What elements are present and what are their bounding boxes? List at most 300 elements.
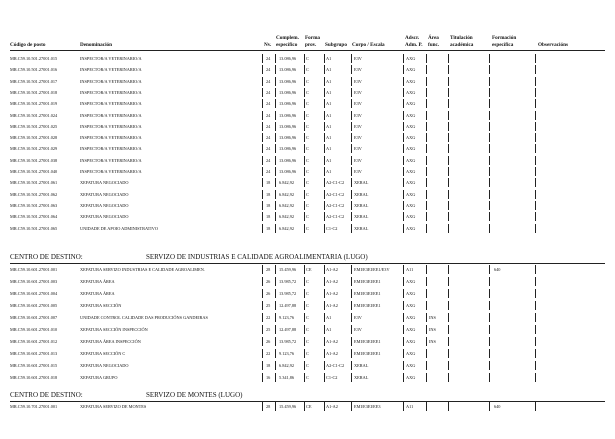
cell-adscripcion: AXG xyxy=(406,180,416,186)
column-divider xyxy=(262,201,263,210)
cell-denominacion: INSPECTOR/A VETERINARIO/A xyxy=(80,78,142,84)
cell-corpo: EMI/E3EI/EE1/E3V xyxy=(354,267,390,272)
column-divider xyxy=(426,54,427,63)
column-divider xyxy=(275,361,276,370)
table-row xyxy=(0,87,615,98)
cell-nivel: 24 xyxy=(266,123,271,129)
column-divider xyxy=(275,178,276,187)
column-divider xyxy=(262,77,263,86)
column-divider xyxy=(426,201,427,210)
column-divider xyxy=(351,178,352,187)
column-divider xyxy=(403,402,404,411)
column-divider xyxy=(304,337,305,346)
cell-corpo: E3V xyxy=(354,135,362,141)
column-divider xyxy=(489,65,490,74)
table-row xyxy=(0,76,615,87)
column-divider xyxy=(403,201,404,210)
cell-complemento: 5.341,86 xyxy=(279,375,295,380)
column-divider xyxy=(351,402,352,411)
column-divider xyxy=(275,224,276,233)
header-area-1: Área xyxy=(428,35,439,41)
cell-denominacion: XEFATURA NEGOCIADO xyxy=(80,180,129,186)
column-divider xyxy=(324,167,325,176)
cell-complemento: 6.842,92 xyxy=(279,363,295,368)
header-titulacion-1: Titulación xyxy=(450,35,473,41)
cell-denominacion: INSPECTOR/A VETERINARIO/A xyxy=(80,67,142,73)
column-divider xyxy=(304,212,305,221)
table-row xyxy=(0,223,615,234)
column-divider xyxy=(262,111,263,120)
cell-nivel: 28 xyxy=(266,267,271,272)
cell-subgrupo: A1 xyxy=(326,56,332,61)
table-row xyxy=(0,211,615,222)
cell-code: MR.C59.10.501.27001.016 xyxy=(10,67,58,73)
column-divider xyxy=(535,201,536,210)
cell-denominacion: INSPECTOR/A VETERINARIO/A xyxy=(80,146,142,152)
cell-area: INS xyxy=(429,315,436,320)
cell-complemento: 13.086,96 xyxy=(279,169,297,174)
cell-adscripcion: A11 xyxy=(406,404,414,409)
cell-denominacion: XEFATURA SECCIÓN C xyxy=(80,351,126,356)
cell-forma-provision: CE xyxy=(306,267,312,272)
column-divider xyxy=(489,133,490,142)
column-divider xyxy=(304,54,305,63)
column-divider xyxy=(275,337,276,346)
cell-complemento: 12.497,88 xyxy=(279,327,297,332)
column-divider xyxy=(351,133,352,142)
cell-denominacion: XEFATURA SECCIÓN xyxy=(80,303,122,308)
cell-complemento: 13.086,96 xyxy=(279,101,297,107)
column-divider xyxy=(535,289,536,298)
cell-nivel: 26 xyxy=(266,291,271,296)
column-divider xyxy=(324,65,325,74)
cell-corpo: E3V xyxy=(354,101,362,107)
cell-nivel: 24 xyxy=(266,101,271,107)
cell-adscripcion: AXG xyxy=(406,339,416,344)
column-divider xyxy=(489,224,490,233)
cell-adscripcion: AXG xyxy=(406,202,416,208)
cell-forma-provision: C xyxy=(306,191,309,197)
cell-subgrupo: A2-C1-C2 xyxy=(326,214,345,220)
cell-adscripcion: AXG xyxy=(406,169,416,174)
column-divider xyxy=(426,224,427,233)
column-divider xyxy=(448,144,449,153)
cell-adscripcion: AXG xyxy=(406,78,416,84)
column-divider xyxy=(535,277,536,286)
cell-nivel: 24 xyxy=(266,56,271,61)
column-divider xyxy=(262,99,263,108)
cell-adscripcion: AXG xyxy=(406,279,416,284)
column-divider xyxy=(275,167,276,176)
column-divider xyxy=(324,156,325,165)
column-divider xyxy=(324,212,325,221)
cell-nivel: 18 xyxy=(266,202,271,208)
column-divider xyxy=(448,277,449,286)
column-divider xyxy=(403,337,404,346)
column-divider xyxy=(275,212,276,221)
header-denominacion: Denominación xyxy=(80,42,112,48)
header-codigo: Código de posto xyxy=(10,42,46,48)
column-divider xyxy=(448,373,449,382)
cell-nivel: 25 xyxy=(266,327,271,332)
column-divider xyxy=(262,349,263,358)
cell-denominacion: XEFATURA ÁREA xyxy=(80,279,115,284)
cell-corpo: E3V xyxy=(354,157,362,163)
cell-code: MR.C59.10.601.27001.015 xyxy=(10,363,58,368)
column-divider xyxy=(403,349,404,358)
column-divider xyxy=(324,301,325,310)
cell-complemento: 13.086,96 xyxy=(279,56,297,61)
cell-corpo: EMI/E3EI/EE1 xyxy=(354,291,381,296)
cell-nivel: 24 xyxy=(266,89,271,95)
header-forma-2: prov. xyxy=(305,42,317,48)
column-divider xyxy=(351,54,352,63)
column-divider xyxy=(448,99,449,108)
column-divider xyxy=(489,301,490,310)
cell-corpo: EMI/E3EI/EE1 xyxy=(354,303,381,308)
column-divider xyxy=(535,313,536,322)
cell-denominacion: INSPECTOR/A VETERINARIO/A xyxy=(80,101,142,107)
column-divider xyxy=(426,190,427,199)
column-divider xyxy=(262,361,263,370)
column-divider xyxy=(275,201,276,210)
column-divider xyxy=(403,65,404,74)
table-row xyxy=(0,401,615,412)
cell-forma-provision: C xyxy=(306,375,309,380)
cell-nivel: 28 xyxy=(266,404,271,409)
column-divider xyxy=(448,65,449,74)
column-divider xyxy=(351,337,352,346)
column-divider xyxy=(324,99,325,108)
column-divider xyxy=(489,212,490,221)
column-divider xyxy=(351,77,352,86)
column-divider xyxy=(426,88,427,97)
column-divider xyxy=(351,325,352,334)
cell-code: MR.C59.10.601.27001.010 xyxy=(10,327,58,332)
header-adscr-2: Adm. P. xyxy=(405,42,423,48)
cell-forma-provision: C xyxy=(306,89,309,95)
column-divider xyxy=(535,167,536,176)
cell-subgrupo: A1 xyxy=(326,327,332,332)
cell-denominacion: INSPECTOR/A VETERINARIO/A xyxy=(80,89,142,95)
column-divider xyxy=(275,144,276,153)
table-row xyxy=(0,64,615,75)
column-divider xyxy=(324,224,325,233)
cell-adscripcion: AXG xyxy=(406,146,416,152)
cell-denominacion: XEFATURA NEGOCIADO xyxy=(80,191,129,197)
column-divider xyxy=(403,190,404,199)
column-divider xyxy=(535,224,536,233)
cell-complemento: 9.123,76 xyxy=(279,351,295,356)
cell-nivel: 24 xyxy=(266,157,271,163)
column-divider xyxy=(489,265,490,274)
column-divider xyxy=(275,325,276,334)
header-adscr-1: Adscr. xyxy=(405,35,420,41)
cell-forma-provision: C xyxy=(306,363,309,368)
cell-nivel: 24 xyxy=(266,67,271,73)
column-divider xyxy=(489,325,490,334)
cell-complemento: 15.459,96 xyxy=(279,267,297,272)
column-divider xyxy=(324,325,325,334)
cell-forma-provision: C xyxy=(306,78,309,84)
column-divider xyxy=(262,88,263,97)
column-divider xyxy=(304,156,305,165)
column-divider xyxy=(426,167,427,176)
cell-forma-provision: C xyxy=(306,67,309,73)
column-divider xyxy=(535,402,536,411)
column-divider xyxy=(535,190,536,199)
cell-nivel: 22 xyxy=(266,351,271,356)
column-divider xyxy=(448,313,449,322)
cell-adscripcion: AXG xyxy=(406,291,416,296)
table-row xyxy=(0,177,615,188)
cell-formacion: 640 xyxy=(494,267,501,272)
cell-subgrupo: A1-A2 xyxy=(326,279,338,284)
column-divider xyxy=(304,77,305,86)
column-divider xyxy=(426,77,427,86)
column-divider xyxy=(489,178,490,187)
table-row xyxy=(0,276,615,287)
cell-code: MR.C59.10.501.27001.019 xyxy=(10,101,58,107)
cell-adscripcion: AXG xyxy=(406,303,416,308)
cell-subgrupo: A2-C1-C2 xyxy=(326,191,345,197)
column-divider xyxy=(262,212,263,221)
column-divider xyxy=(535,133,536,142)
column-divider xyxy=(403,122,404,131)
table-row xyxy=(0,288,615,299)
cell-adscripcion: A11 xyxy=(406,267,414,272)
column-divider xyxy=(426,313,427,322)
column-divider xyxy=(535,88,536,97)
cell-subgrupo: A1-A2 xyxy=(326,267,338,272)
cell-subgrupo: A2-C1-C2 xyxy=(326,202,345,208)
column-divider xyxy=(448,325,449,334)
cell-complemento: 13.086,96 xyxy=(279,123,297,129)
cell-subgrupo: A1 xyxy=(326,123,332,129)
column-divider xyxy=(304,65,305,74)
cell-forma-provision: C xyxy=(306,56,309,61)
column-divider xyxy=(426,402,427,411)
cell-denominacion: INSPECTOR/A VETERINARIO/A xyxy=(80,56,142,61)
column-divider xyxy=(426,212,427,221)
section-title: SERVIZO DE INDUSTRIAS E CALIDADE AGROALIMENTARIA (LUGO) xyxy=(146,253,368,261)
column-divider xyxy=(448,289,449,298)
column-divider xyxy=(351,265,352,274)
cell-subgrupo: A2-C1-C2 xyxy=(326,363,345,368)
column-divider xyxy=(403,265,404,274)
cell-adscripcion: AXG xyxy=(406,191,416,197)
cell-code: MR.C59.10.601.27001.012 xyxy=(10,339,58,344)
cell-code: MR.C59.10.501.27001.015 xyxy=(10,56,58,61)
column-divider xyxy=(351,156,352,165)
column-divider xyxy=(262,178,263,187)
column-divider xyxy=(351,313,352,322)
column-divider xyxy=(403,325,404,334)
column-divider xyxy=(426,122,427,131)
cell-adscripcion: AXG xyxy=(406,225,416,231)
cell-code: MR.C59.10.501.27001.018 xyxy=(10,89,58,95)
column-divider xyxy=(535,65,536,74)
column-divider xyxy=(403,88,404,97)
cell-corpo: XERAL xyxy=(354,375,369,380)
cell-adscripcion: AXG xyxy=(406,123,416,129)
cell-denominacion: INSPECTOR/A VETERINARIO/A xyxy=(80,112,142,118)
cell-denominacion: INSPECTOR/A VETERINARIO/A xyxy=(80,169,142,174)
cell-denominacion: UNIDADE CONTROL CALIDADE DAS PRODUCIÓNS GANDEIRAS xyxy=(80,315,208,320)
column-divider xyxy=(426,156,427,165)
column-divider xyxy=(351,212,352,221)
cell-adscripcion: AXG xyxy=(406,157,416,163)
table-row xyxy=(0,312,615,323)
table-row xyxy=(0,132,615,143)
column-divider xyxy=(448,265,449,274)
cell-adscripcion: AXG xyxy=(406,375,416,380)
column-divider xyxy=(535,373,536,382)
cell-adscripcion: AXG xyxy=(406,315,416,320)
cell-code: MR.C59.10.501.27001.063 xyxy=(10,202,58,208)
column-divider xyxy=(262,277,263,286)
cell-nivel: 26 xyxy=(266,339,271,344)
column-divider xyxy=(426,99,427,108)
cell-forma-provision: C xyxy=(306,351,309,356)
cell-subgrupo: A1-A2 xyxy=(326,291,338,296)
cell-adscripcion: AXG xyxy=(406,363,416,368)
column-divider xyxy=(275,313,276,322)
column-divider xyxy=(535,144,536,153)
column-divider xyxy=(275,133,276,142)
column-divider xyxy=(275,122,276,131)
column-divider xyxy=(324,277,325,286)
section-header-montes xyxy=(10,391,243,400)
column-divider xyxy=(262,190,263,199)
cell-subgrupo: A1 xyxy=(326,169,332,174)
column-divider xyxy=(448,190,449,199)
column-divider xyxy=(262,265,263,274)
column-divider xyxy=(262,122,263,131)
cell-code: MR.C59.10.501.27001.017 xyxy=(10,78,58,84)
column-divider xyxy=(304,289,305,298)
column-divider xyxy=(351,190,352,199)
table-row xyxy=(0,324,615,335)
column-divider xyxy=(351,65,352,74)
cell-code: MR.C59.10.601.27001.007 xyxy=(10,315,58,320)
column-divider xyxy=(304,99,305,108)
cell-adscripcion: AXG xyxy=(406,56,416,61)
column-divider xyxy=(489,190,490,199)
table-row xyxy=(0,110,615,121)
column-divider xyxy=(324,144,325,153)
table-row xyxy=(0,360,615,371)
cell-code: MR.C59.10.501.27001.024 xyxy=(10,112,58,118)
cell-subgrupo: A1 xyxy=(326,89,332,95)
column-divider xyxy=(304,122,305,131)
cell-complemento: 13.086,96 xyxy=(279,135,297,141)
table-row xyxy=(0,143,615,154)
column-divider xyxy=(275,265,276,274)
cell-adscripcion: AXG xyxy=(406,135,416,141)
column-divider xyxy=(275,99,276,108)
column-divider xyxy=(262,373,263,382)
column-divider xyxy=(489,167,490,176)
cell-adscripcion: AXG xyxy=(406,327,416,332)
column-divider xyxy=(275,65,276,74)
column-divider xyxy=(448,111,449,120)
cell-forma-provision: C xyxy=(306,101,309,107)
cell-nivel: 18 xyxy=(266,225,271,231)
cell-forma-provision: C xyxy=(306,279,309,284)
column-divider xyxy=(304,265,305,274)
column-divider xyxy=(448,178,449,187)
cell-code: MR.C59.10.501.27001.028 xyxy=(10,135,58,141)
cell-corpo: EMI/E3EI/EE3 xyxy=(354,404,381,409)
cell-nivel: 18 xyxy=(266,214,271,220)
cell-complemento: 6.842,92 xyxy=(279,214,295,220)
column-divider xyxy=(351,167,352,176)
cell-corpo: EMI/E3EI/EE1 xyxy=(354,339,381,344)
cell-subgrupo: C1-C2 xyxy=(326,225,338,231)
column-divider xyxy=(535,54,536,63)
column-divider xyxy=(448,402,449,411)
header-area-2: func. xyxy=(428,42,440,48)
column-divider xyxy=(304,313,305,322)
column-divider xyxy=(535,212,536,221)
column-divider xyxy=(403,277,404,286)
column-divider xyxy=(275,277,276,286)
column-divider xyxy=(275,349,276,358)
cell-subgrupo: C1-C2 xyxy=(326,375,338,380)
column-divider xyxy=(262,156,263,165)
cell-complemento: 6.842,92 xyxy=(279,180,295,186)
column-divider xyxy=(262,289,263,298)
column-divider xyxy=(351,99,352,108)
column-divider xyxy=(403,178,404,187)
section-header-industrias xyxy=(10,253,368,262)
cell-complemento: 13.086,96 xyxy=(279,89,297,95)
column-divider xyxy=(426,144,427,153)
column-divider xyxy=(426,65,427,74)
column-divider xyxy=(351,277,352,286)
cell-corpo: E3V xyxy=(354,315,362,320)
column-divider xyxy=(351,224,352,233)
cell-formacion: 640 xyxy=(494,404,501,409)
column-divider xyxy=(403,99,404,108)
column-divider xyxy=(275,77,276,86)
column-divider xyxy=(324,54,325,63)
cell-adscripcion: AXG xyxy=(406,89,416,95)
cell-nivel: 24 xyxy=(266,169,271,174)
header-nivel: Nv. xyxy=(264,42,272,48)
column-divider xyxy=(535,325,536,334)
column-divider xyxy=(448,224,449,233)
column-divider xyxy=(448,122,449,131)
column-divider xyxy=(403,313,404,322)
cell-subgrupo: A1-A2 xyxy=(326,351,338,356)
cell-corpo: XERAL xyxy=(354,191,369,197)
cell-denominacion: XEFATURA NEGOCIADO xyxy=(80,363,129,368)
cell-code: MR.C59.10.701.27001.001 xyxy=(10,404,58,409)
header-subgrupo: Subgrupo xyxy=(325,42,347,48)
cell-code: MR.C59.10.601.27001.018 xyxy=(10,375,58,380)
cell-area: INS xyxy=(429,339,436,344)
table-row xyxy=(0,189,615,200)
column-divider xyxy=(489,122,490,131)
header-rule xyxy=(10,50,605,51)
cell-code: MR.C59.10.501.27001.062 xyxy=(10,191,58,197)
cell-forma-provision: C xyxy=(306,180,309,186)
column-divider xyxy=(351,301,352,310)
cell-corpo: E3V xyxy=(354,56,362,61)
column-divider xyxy=(275,88,276,97)
